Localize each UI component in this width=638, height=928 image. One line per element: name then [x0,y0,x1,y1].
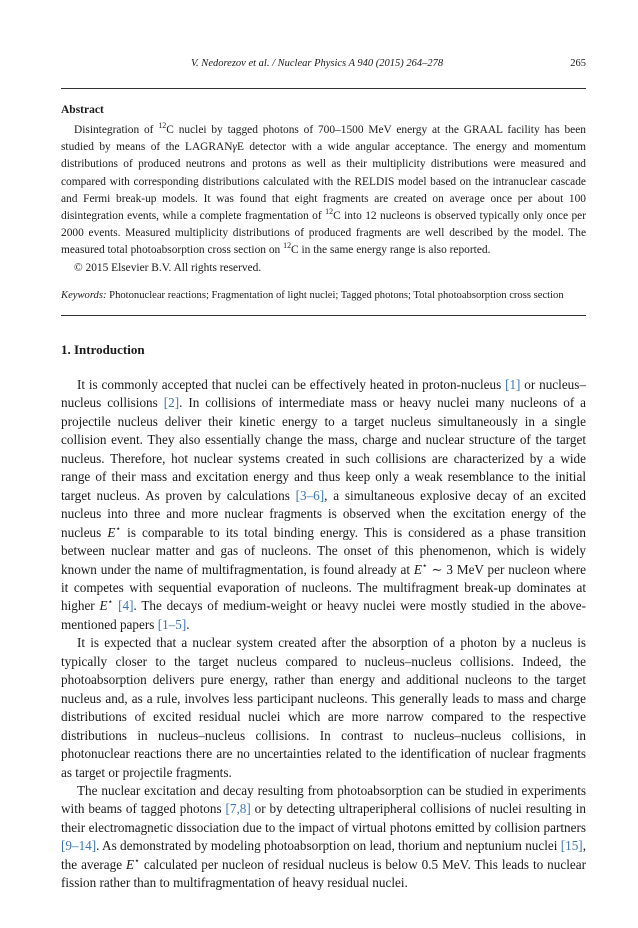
citation-link[interactable]: [15] [560,838,583,854]
paragraph-3: The nuclear excitation and decay resulting from photoabsorption can be studied in experiments with beams of tagged photons [7,8] or by detecting ultraperipheral collisions of nuclei resulting in their electromagnetic dissociation due to the impact of virtual photons emitted by collision partners [9–14]. As demonstrated by modeling photoabsorption on lead, thorium and neptunium nuclei [15], the average E⋆ calculated per nucleon of residual nucleus is below 0.5 MeV. This leads to nuclear fission rather than to multifragmentation of heavy residual nuclei. [61,782,586,891]
running-head-citation: V. Nedorezov et al. / Nuclear Physics A 940 (2015) 264–278 [191,58,444,69]
top-divider [61,88,586,89]
citation-link[interactable]: [3–6] [295,487,325,503]
keywords-label: Keywords: [61,290,107,301]
citation-link[interactable]: [4] [118,598,134,614]
page-number: 265 [570,58,586,69]
paragraph-1: It is commonly accepted that nuclei can be effectively heated in proton-nucleus [1] or nucleus–nucleus collisions [2]. In collisions of intermediate mass or heavy nuclei many nucleons of a projectile nucleus deliver their kinetic energy to a target nucleus simultaneously in a single collision event. They also essentially change the mass, charge and nuclear structure of the target nucleus. Therefore, hot nuclear systems created in such collisions are characterized by a wide range of their mass and excitation energy and thus keep only a weak resemblance to the initial target nucleus. As proven by calculations [3–6], a simultaneous explosive decay of an excited nucleus into three and more nuclear fragments is observed when the excitation energy of the nucleus E⋆ is comparable to its total binding energy. This is considered as a phase transition between nuclear matter and gas of nucleons. The onset of this phenomenon, which is widely known under the name of multifragmentation, is found already at E⋆ ∼ 3 MeV per nucleon where it competes with sequential evaporation of nucleons. The multifragment break-up dominates at higher E⋆ [4]. The decays of medium-weight or heavy nuclei were mostly studied in the above-mentioned papers [1–5]. [61,377,587,632]
abstract-paragraph: Disintegration of $^{12}$C nuclei by tagged photons of 700–1500 MeV energy at the GRAAL facility has been studied by means of the LAGRANγE detector with a wide angular acceptance. The energy and momentum distributions of produced neutrons and protons as well as their multiplicity distributions were measured and compared with corresponding distributions calculated with the RELDIS model based on the intranuclear cascade and Fermi break-up models. It was found that eight fragments are created on average once per about 100 disintegration events, while a complete fragmentation of $^{12}$C into 12 nucleons is observed typically only once per 2000 events. Measured multiplicity distributions of produced fragments are well described by the model. The measured total photoabsorption cross section on $^{12}$C in the same energy range is also reported. [61,121,586,257]
keywords-text: Photonuclear reactions; Fragmentation of light nuclei; Tagged photons; Total photoabsorption cross section [109,290,564,301]
abstract-body [61,122,586,277]
citation-link[interactable]: [1] [505,377,521,392]
citation-link[interactable]: [2] [163,395,180,411]
introduction-body [61,376,586,893]
section-title: 1. Introduction [61,342,145,357]
citation-link[interactable]: [1–5] [157,616,187,632]
paragraph-2: It is expected that a nuclear system created after the absorption of a photon by a nucleus is typically closer to the target nucleus compared to nucleus–nucleus collisions. Indeed, the photoabsorption delivers pure energy, rather than energy and additional nucleons to the target nucleus and, as a rule, involves less participant nucleons. This generally leads to mass and charge distributions of excited residual nuclei which are more narrow compared to the respective distributions in nucleus–nucleus collisions. In contrast to nucleus–nucleus collisions, in photonuclear reactions there are no uncertainties related to the identification of nuclear fragments as target or projectile fragments. [61,635,586,780]
running-head [61,58,586,74]
abstract-heading: Abstract [61,104,104,116]
citation-link[interactable]: [7,8] [225,801,251,817]
copyright-notice: © 2015 Elsevier B.V. All rights reserved. [74,261,262,274]
citation-link[interactable]: [9–14] [61,838,97,854]
keywords-divider [61,315,586,316]
keywords [61,290,586,301]
